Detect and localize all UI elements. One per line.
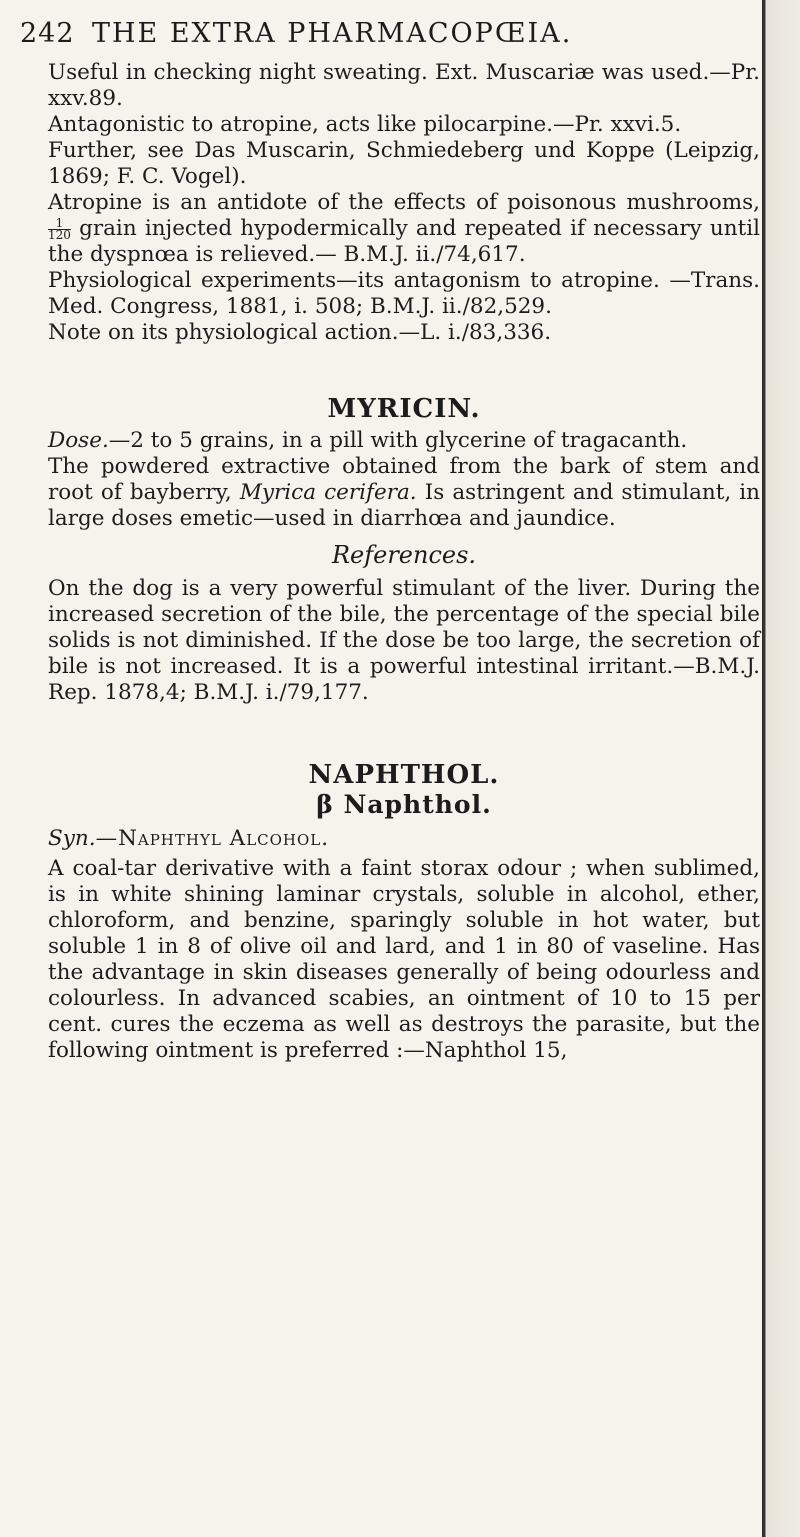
myricin-heading: MYRICIN. [327,394,481,424]
muscarin-para-6: Note on its physiological action.—L. i./83,336. [48,320,552,345]
muscarin-para-1: Useful in checking night sweating. Ext. Muscariæ was used.—Pr. xxv.89. [48,60,760,111]
para-4-text-pre: Atropine is an antidote of the effects of poisonous mushrooms, [48,190,760,215]
syn-label: Syn. [48,826,96,851]
fraction-denominator: 120 [48,227,71,242]
naphthol-heading: NAPHTHOL. [308,760,500,790]
naphthol-section [48,762,760,1064]
para-4-text-post: grain injected hypodermically and repeated if necessary until the dyspnœa is relieved.— B.M.J. ii./74,617. [48,216,760,267]
desc-post: Is astringent and stimulant, in large doses emetic—used in diarrhœa and jaundice. [48,480,761,531]
myricin-description [48,454,760,532]
page-number: 242 [20,18,75,49]
latin-name: Myrica cerifera. [239,480,417,505]
naphthol-description: A coal-tar derivative with a faint storax odour ; when sublimed, is in white shining laminar crystals, soluble in alcohol, ether, chloroform, and benzine, sparingly soluble in hot water, but soluble 1 in 8 of olive oil and lard, and 1 in 80 of vaseline. Has the advantage in skin diseases generally of being odourless and colourless. In advanced scabies, an ointment of 10 to 15 per cent. cures the eczema as well as destroys the parasite, but the following ointment is preferred :—Naphthol 15, [48,856,760,1063]
facing-page-edge [762,0,800,1537]
muscarin-para-4 [48,190,760,268]
running-title: THE EXTRA PHARMACOPŒIA. [92,18,573,49]
desc-pre: The powdered extractive obtained from the bark of stem and root of bayberry, [48,454,760,505]
muscarin-para-2: Antagonistic to atropine, acts like pilocarpine.—Pr. xxvi.5. [48,112,682,137]
fraction [48,215,71,242]
dose-label: Dose. [48,428,109,453]
myricin-section [48,396,760,706]
page-header [20,18,720,49]
naphthol-synonym [48,826,760,852]
fraction-numerator: 1 [55,215,64,230]
dose-text: —2 to 5 grains, in a pill with glycerine of tragacanth. [108,428,688,453]
muscarin-section [48,60,760,346]
page-body [48,60,760,1064]
muscarin-para-3: Further, see Das Muscarin, Schmiedeberg und Koppe (Leipzig, 1869; F. C. Vogel). [48,138,760,189]
muscarin-para-5: Physiological experiments—its antagonism to atropine. —Trans. Med. Congress, 1881, i. 508; B.M.J. ii./82,529. [48,268,760,319]
myricin-dose [48,428,760,454]
references-text: On the dog is a very powerful stimulant of the liver. During the increased secretion of the bile, the percentage of the special bile solids is not diminished. If the dose be too large, the secretion of bile is not increased. It is a powerful intestinal irritant.—B.M.J. Rep. 1878,4; B.M.J. i./79,177. [48,576,760,705]
syn-text: —Naphthyl Alcohol. [95,826,330,851]
references-heading: References. [331,541,477,569]
naphthol-subheading: β Naphthol. [316,790,492,819]
